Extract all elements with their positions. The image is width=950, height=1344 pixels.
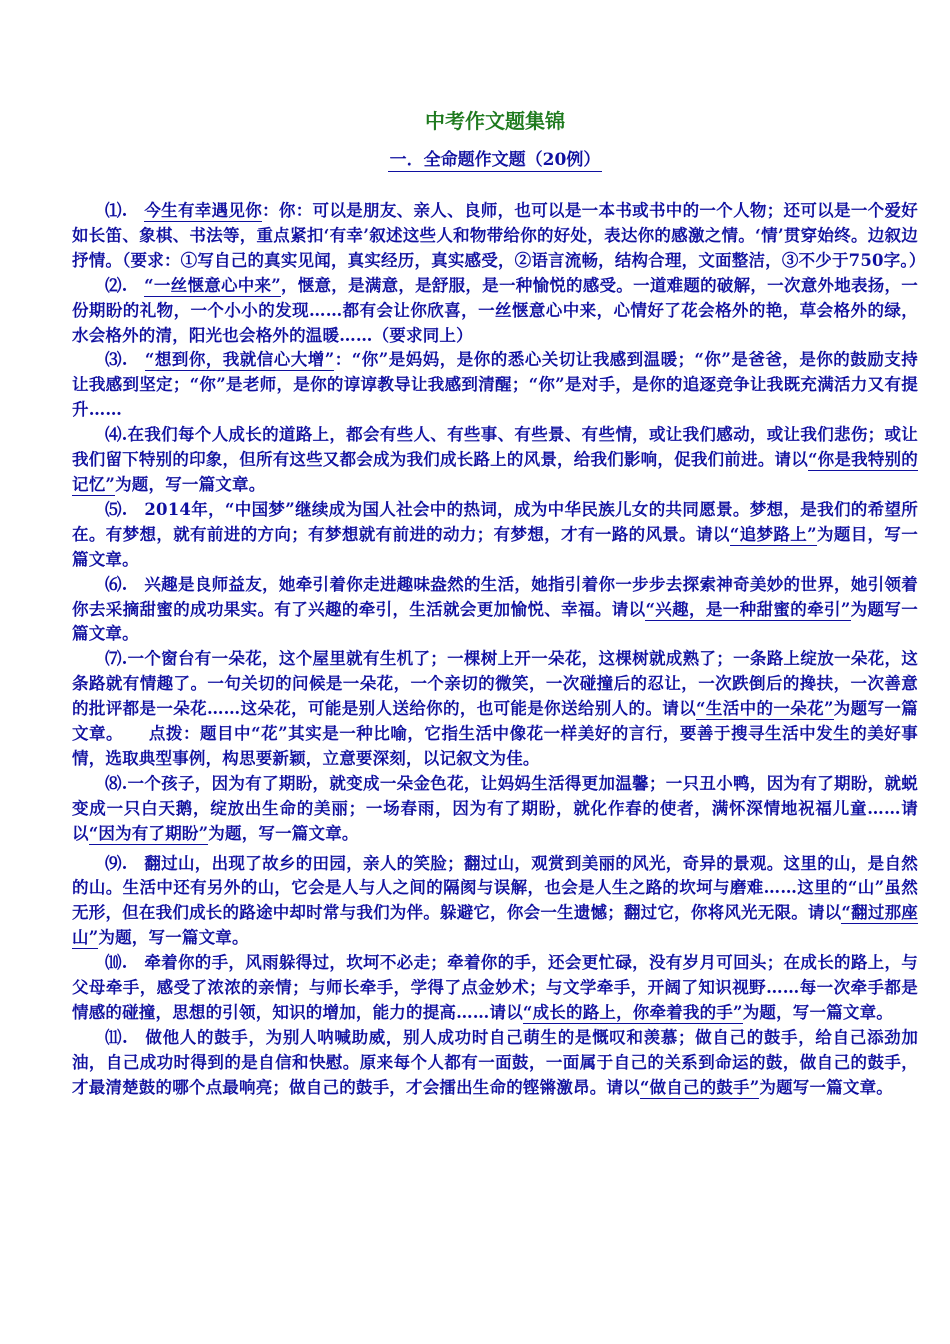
prompt-pre: 一个窗台有一朵花，这个屋里就有生机了；一棵树上开一朵花，这棵树就成熟了；一条路上绽放一朵花，这条路就有情趣了。一句关切的问候是一朵花，一个亲切的微笑，一次碰撞后的忍让，一次跌倒后的搀扶，一次善意的批评都是一朵花……这朵花，可能是别人送给你的，也可能是你送给别人的。请以 — [72, 649, 918, 719]
prompt-item-2 — [72, 274, 918, 349]
prompt-number: ⑺. — [105, 649, 128, 669]
document-title: 中考作文题集锦 — [425, 109, 565, 133]
prompt-item-1 — [72, 199, 926, 274]
prompt-item-9 — [72, 852, 918, 952]
prompt-topic: “成长的路上，你牵着我的手” — [522, 1003, 743, 1022]
prompt-item-10 — [72, 951, 918, 1026]
prompt-number: ⑹. — [105, 574, 128, 594]
prompt-item-8 — [72, 772, 918, 847]
prompt-pre: 牵着你的手，风雨躲得过，坎坷不必走；牵着你的手，还会更忙碌，没有岁月可回头；在成长的路上，与父母牵手，感受了浓浓的亲情；与师长牵手，学得了点金妙术；与文学牵手，开阔了知识视野……每一次牵手都是情感的碰撞，思想的引领，知识的增加，能力的提高……请以 — [72, 953, 919, 1022]
prompt-item-6 — [72, 573, 918, 648]
prompt-pre: 一个孩子，因为有了期盼，就变成一朵金色花，让妈妈生活得更加温馨；一只丑小鸭，因为有了期盼，就蜕变成一只白天鹅，绽放出生命的美丽；一场春雨，因为有了期盼，就化作春的使者，满怀深情地祝福儿童……请以 — [72, 773, 918, 843]
prompt-post: 为题写一篇文章。 点拨：题目中“花”其实是一种比喻，它指生活中像花一样美好的言行，要善于搜寻生活中发生的美好事情，选取典型事例，构思要新颖，立意要深刻，以记叙文为佳。 — [72, 699, 918, 768]
prompt-item-7 — [72, 647, 918, 772]
prompt-item-5 — [72, 498, 918, 573]
prompt-number: ⑶. — [105, 350, 128, 370]
prompt-topic: “想到你，我就信心大增” — [144, 350, 335, 370]
prompt-post: 为题，写一篇文章。 — [115, 474, 266, 494]
prompt-number: ⑴. — [105, 201, 128, 220]
prompt-topic: 今生有幸遇见你 — [144, 201, 263, 220]
prompt-number: ⑽. — [105, 953, 128, 973]
prompt-post: 为题，写一篇文章。 — [742, 1003, 894, 1022]
prompt-post: ，惬意，是满意，是舒服，是一种愉悦的感受。一道难题的破解，一次意外地表扬，一份期盼的礼物，一个小小的发现……都有会让你欣喜，一丝惬意心中来，心情好了花会格外的艳，草会格外的绿，水会格外的清，阳光也会格外的温暖……（要求同上） — [72, 275, 918, 345]
prompt-topic: “你是我特别的记忆” — [72, 450, 918, 494]
section-heading — [72, 148, 918, 172]
prompt-number: ⑵. — [105, 275, 128, 295]
prompt-number: ⑷. — [105, 425, 128, 445]
prompt-topic: “做自己的鼓手” — [639, 1077, 760, 1097]
prompt-post: 为题目，写一篇文章。 — [72, 524, 918, 569]
prompt-topic: “因为有了期盼” — [88, 823, 209, 843]
prompt-pre: 兴趣是良师益友，她牵引着你走进趣味盎然的生活，她指引着你一步步去探索神奇美妙的世界，她引领着你去采摘甜蜜的成功果实。有了兴趣的牵引，生活就会更加愉悦、幸福。请以 — [72, 574, 919, 619]
prompt-post: ：“你”是妈妈，是你的悉心关切让我感到温暖；“你”是爸爸，是你的鼓励支持让我感到坚定；“你”是老师，是你的谆谆教导让我感到清醒；“你”是对手，是你的追逐竞争让我既充满活力又有提升…… — [72, 350, 918, 420]
prompt-item-11 — [72, 1026, 918, 1101]
prompt-topic: “一丝惬意心中来” — [144, 275, 281, 295]
prompt-pre: 做他人的鼓手，为别人呐喊助威，别人成功时自己萌生的是慨叹和羡慕；做自己的鼓手，给自己添劲加油，自己成功时得到的是自信和快慰。原来每个人都有一面鼓，一面属于自己的关系到命运的鼓，做自己的鼓手，才最清楚鼓的哪个点最响亮；做自己的鼓手，才会擂出生命的铿锵激昂。请以 — [72, 1027, 919, 1097]
prompt-number: ⑾. — [105, 1027, 128, 1047]
section-heading-text: 一．全命题作文题（20例） — [389, 150, 601, 170]
prompt-post: ：你：可以是朋友、亲人、良师，也可以是一本书或书中的一个人物；还可以是一个爱好如长笛、象棋、书法等，重点紧扣‘有幸’叙述这些人和物带给你的好处，表达你的感激之情。‘情’贯穿始终。边叙边抒情。（要求：①写自己的真实见闻，真实经历，真实感受，②语言流畅，结构合理，文面整洁，③不少于750字。） — [72, 201, 926, 270]
prompt-post: 为题，写一篇文章。 — [208, 823, 359, 843]
prompt-topic: “兴趣，是一种甜蜜的牵引” — [645, 599, 851, 619]
prompt-number: ⑻. — [105, 773, 128, 793]
prompt-pre: 2014年，“中国梦”继续成为国人社会中的热词，成为中华民族儿女的共同愿景。梦想，是我们的希望所在。有梦想，就有前进的方向；有梦想就有前进的动力；有梦想，才有一路的风景。请以 — [72, 499, 918, 544]
prompt-number: ⑼. — [105, 853, 128, 873]
prompt-list — [72, 199, 926, 1101]
prompt-number: ⑸. — [105, 499, 128, 519]
prompt-pre: 翻过山，出现了故乡的田园，亲人的笑脸；翻过山，观赏到美丽的风光，奇异的景观。这里的山，是自然的山。生活中还有另外的山，它会是人与人之间的隔阂与误解，也会是人生之路的坎坷与磨难……这里的“山”虽然无形，但在我们成长的路途中却时常与我们为伴。躲避它，你会一生遗憾；翻过它，你将风光无限。请以 — [72, 853, 919, 923]
prompt-topic: “翻过那座山” — [72, 903, 919, 948]
prompt-post: 为题写一篇文章。 — [759, 1077, 894, 1097]
prompt-post: 为题，写一篇文章。 — [98, 928, 249, 948]
prompt-pre: 在我们每个人成长的道路上，都会有些人、有些事、有些景、有些情，或让我们感动，或让我们悲伤；或让我们留下特别的印象，但所有这些又都会成为我们成长路上的风景，给我们影响，促我们前进。请以 — [72, 425, 918, 470]
prompt-topic: “生活中的一朵花” — [696, 699, 834, 719]
prompt-item-3 — [72, 348, 918, 423]
prompt-topic: “追梦路上” — [729, 524, 817, 544]
prompt-post: 为题写一篇文章。 — [72, 599, 918, 644]
prompt-item-4 — [72, 423, 918, 498]
